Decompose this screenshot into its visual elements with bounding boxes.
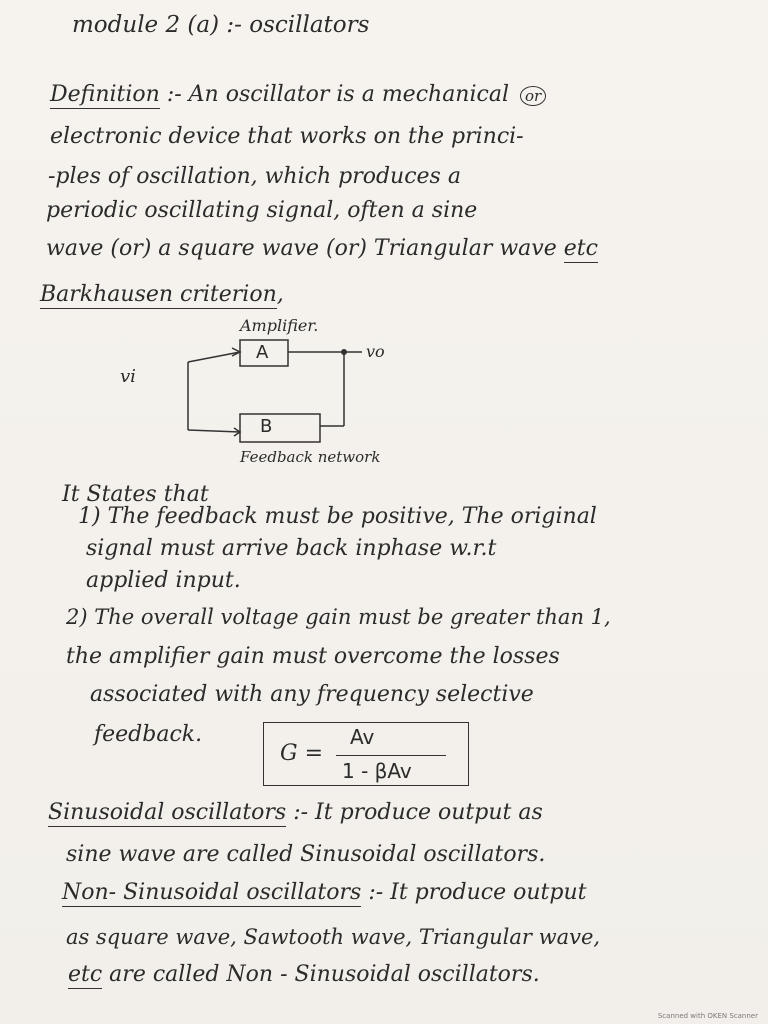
point1-line-2: signal must arrive back inphase w.r.t <box>86 536 497 561</box>
definition-line-5 <box>46 236 598 262</box>
non-sinusoidal-line-3 <box>68 962 540 988</box>
point2-line-1: 2) The overall voltage gain must be greater than 1, <box>66 605 611 629</box>
barkhausen-diagram <box>110 310 470 470</box>
amplifier-a-label: A <box>256 342 269 363</box>
sinusoidal-line-2: sine wave are called Sinusoidal oscillators. <box>66 842 546 867</box>
states-line: It States that <box>62 482 209 507</box>
page-title: module 2 (a) :- oscillators <box>72 12 370 38</box>
definition-line-3: -ples of oscillation, which produces a <box>48 164 461 189</box>
point2-line-3: associated with any frequency selective <box>90 682 534 707</box>
non-sinusoidal-line-3-text: are called Non - Sinusoidal oscillators. <box>102 962 540 987</box>
definition-heading: Definition <box>50 82 160 107</box>
barkhausen-heading-line <box>40 282 284 308</box>
feedback-block <box>240 414 320 442</box>
fraction-bar <box>336 755 446 756</box>
non-sinusoidal-line-1-text: :- It produce output <box>368 880 587 905</box>
non-sinusoidal-etc: etc <box>68 962 103 987</box>
equation-denominator: 1 - βAv <box>342 759 412 783</box>
non-sinusoidal-line-1 <box>62 880 586 906</box>
vo-label: vo <box>366 342 385 361</box>
point2-line-4: feedback. <box>94 722 203 747</box>
input-wire <box>188 352 240 362</box>
definition-line-4: periodic oscillating signal, often a sine <box>46 198 478 223</box>
point1-line-3: applied input. <box>86 568 241 593</box>
circled-or: or <box>520 86 546 106</box>
point2-line-2: the amplifier gain must overcome the losses <box>66 644 560 669</box>
non-sinusoidal-line-2: as square wave, Sawtooth wave, Triangular wave, <box>66 925 601 949</box>
equation-numerator: Av <box>350 725 375 749</box>
definition-line-5-text: wave (or) a square wave (or) Triangular wave <box>46 236 564 261</box>
gain-equation-box <box>263 722 469 786</box>
amplifier-label: Amplifier. <box>240 316 319 335</box>
sinusoidal-heading: Sinusoidal oscillators <box>48 800 287 825</box>
barkhausen-comma: , <box>276 282 284 307</box>
equation-lhs: G = <box>280 741 324 766</box>
feedback-network-label: Feedback network <box>240 448 381 466</box>
definition-etc: etc <box>563 236 598 261</box>
definition-line-2: electronic device that works on the princi- <box>50 124 524 149</box>
sinusoidal-line-1 <box>48 800 543 826</box>
vi-label: vi <box>120 366 136 387</box>
feedback-return-wire <box>188 430 240 432</box>
barkhausen-heading: Barkhausen criterion <box>40 282 277 307</box>
scanner-watermark: Scanned with OKEN Scanner <box>657 1012 758 1020</box>
definition-line-1 <box>50 82 546 108</box>
non-sinusoidal-heading: Non- Sinusoidal oscillators <box>62 880 362 905</box>
point1-line-1: 1) The feedback must be positive, The original <box>78 504 597 529</box>
input-arrow-icon <box>232 348 240 356</box>
definition-line-1-text: :- An oscillator is a mechanical <box>166 82 509 107</box>
feedback-b-label: B <box>260 416 273 437</box>
sinusoidal-line-1-text: :- It produce output as <box>293 800 543 825</box>
